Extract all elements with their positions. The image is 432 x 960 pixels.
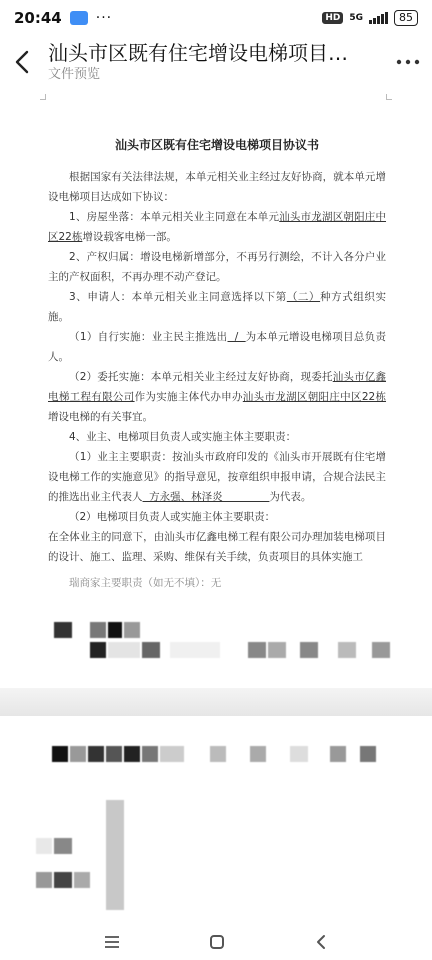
clause-3 bbox=[48, 287, 386, 327]
status-indicators bbox=[322, 10, 418, 26]
battery-icon: 85 bbox=[394, 10, 418, 26]
menu-icon[interactable] bbox=[105, 936, 119, 948]
redacted-block bbox=[36, 838, 52, 854]
more-notifications-icon: ··· bbox=[95, 10, 113, 26]
clause-3-1-blank: / bbox=[227, 331, 246, 343]
clause-2: 2、产权归属：增设电梯新增部分，不再另行测绘，不计入各分户业主的产权面积，不再办理不动产登记。 bbox=[48, 251, 386, 283]
hd-icon: HD bbox=[322, 12, 343, 24]
more-horizontal-icon bbox=[396, 59, 420, 65]
redacted-block bbox=[300, 642, 318, 658]
clause-4-1 bbox=[48, 447, 386, 507]
redacted-block bbox=[108, 642, 140, 658]
back-icon[interactable] bbox=[315, 934, 327, 950]
system-nav-bar bbox=[0, 924, 432, 960]
app-notification-icon bbox=[70, 11, 88, 25]
redacted-block bbox=[54, 872, 72, 888]
status-bar bbox=[0, 0, 432, 36]
redacted-block bbox=[210, 746, 226, 762]
redacted-block bbox=[90, 642, 106, 658]
clause-faded: 瑞商家主要职责（如无不填）：无 bbox=[69, 577, 222, 589]
clause-3-2-mid: 作为实施主体代办申办 bbox=[134, 391, 243, 403]
page-corner-mark bbox=[40, 94, 46, 100]
redacted-block bbox=[338, 642, 356, 658]
document-page[interactable] bbox=[0, 92, 432, 687]
redacted-block bbox=[108, 622, 122, 638]
header-text bbox=[44, 40, 384, 84]
clause-4-1-suffix: 为代表。 bbox=[269, 491, 312, 503]
redacted-block bbox=[330, 746, 346, 762]
app-header bbox=[0, 36, 432, 88]
clause-3-choice: （二） bbox=[286, 291, 321, 303]
redacted-block bbox=[88, 746, 104, 762]
clause-4-2-body: 在全体业主的同意下，由汕头市亿鑫电梯工程有限公司办理加装电梯项目的设计、施工、监理、采购、维保有关手续，负责项目的具体实施工 bbox=[48, 531, 386, 563]
redacted-block bbox=[250, 746, 266, 762]
home-icon[interactable] bbox=[210, 935, 224, 949]
page-subtitle: 文件预览 bbox=[48, 67, 101, 82]
redacted-block bbox=[36, 872, 52, 888]
page-title: 汕头市区既有住宅增设电梯项目… bbox=[48, 41, 348, 65]
status-time: 20:44 bbox=[14, 9, 62, 27]
back-button[interactable] bbox=[0, 36, 44, 88]
clause-1 bbox=[48, 207, 386, 247]
chevron-left-icon bbox=[14, 50, 30, 74]
clause-3-2-address: 汕头市龙湖区朝阳庄中区22栋 bbox=[242, 391, 387, 403]
clause-3-prefix: 3、申请人：本单元相关业主同意选择以下第 bbox=[69, 291, 287, 303]
clause-4-1-representatives: 方永强、林泽炎 bbox=[142, 491, 270, 503]
clause-1-suffix: 增设载客电梯一部。 bbox=[82, 231, 177, 243]
clause-3-2-company: 汕头市亿鑫电梯工程有限公司 bbox=[48, 371, 387, 403]
page-corner-mark bbox=[386, 94, 392, 100]
clause-1-prefix: 1、房屋坐落：本单元相关业主同意在本单元 bbox=[69, 211, 280, 223]
document-page-2[interactable] bbox=[0, 716, 432, 924]
redacted-block bbox=[52, 746, 68, 762]
redacted-block bbox=[248, 642, 266, 658]
redacted-block bbox=[290, 746, 308, 762]
redacted-block bbox=[106, 800, 124, 910]
clause-1-address: 汕头市龙湖区朝阳庄中区22栋 bbox=[48, 211, 387, 243]
clause-3-1-prefix: （1）自行实施：业主民主推选出 bbox=[69, 331, 228, 343]
page-separator bbox=[0, 688, 432, 716]
clause-3-2-prefix: （2）委托实施：本单元相关业主经过友好协商，现委托 bbox=[69, 371, 333, 383]
clause-4-1-prefix: （1）业主主要职责：按汕头市政府印发的《汕头市开展既有住宅增设电梯工作的实施意见》的指导意见，按章组织申报申请，合规合法民主的推选出业主代表人 bbox=[48, 451, 386, 503]
redacted-block bbox=[170, 642, 220, 658]
redacted-block bbox=[268, 642, 286, 658]
redacted-block bbox=[70, 746, 86, 762]
network-label: 5G bbox=[349, 13, 363, 23]
redacted-block bbox=[360, 746, 376, 762]
clause-3-suffix: 种方式组织实施。 bbox=[48, 291, 387, 323]
clause-4: 4、业主、电梯项目负责人或实施主体主要职责： bbox=[69, 431, 297, 443]
redacted-block bbox=[90, 622, 106, 638]
redacted-block bbox=[142, 746, 158, 762]
clause-4-2: （2）电梯项目负责人或实施主体主要职责： bbox=[69, 511, 276, 523]
redacted-block bbox=[142, 642, 160, 658]
clause-3-2 bbox=[48, 367, 386, 427]
redacted-block bbox=[124, 622, 140, 638]
intro-paragraph: 根据国家有关法律法规，本单元相关业主经过友好协商，就本单元增设电梯项目达成如下协议： bbox=[48, 171, 386, 203]
redacted-block bbox=[160, 746, 184, 762]
document-title: 汕头市区既有住宅增设电梯项目协议书 bbox=[114, 138, 319, 152]
document-body bbox=[48, 92, 386, 593]
redacted-block bbox=[372, 642, 390, 658]
redacted-block bbox=[106, 746, 122, 762]
more-button[interactable] bbox=[384, 36, 432, 88]
redacted-block bbox=[124, 746, 140, 762]
clause-3-2-suffix: 增设电梯的有关事宜。 bbox=[48, 411, 153, 423]
clause-3-1-suffix: 为本单元增设电梯项目总负责人。 bbox=[48, 331, 386, 363]
redacted-block bbox=[54, 838, 72, 854]
clause-3-1 bbox=[48, 327, 386, 367]
signal-icon bbox=[369, 12, 388, 24]
redacted-block bbox=[54, 622, 72, 638]
redacted-block bbox=[74, 872, 90, 888]
